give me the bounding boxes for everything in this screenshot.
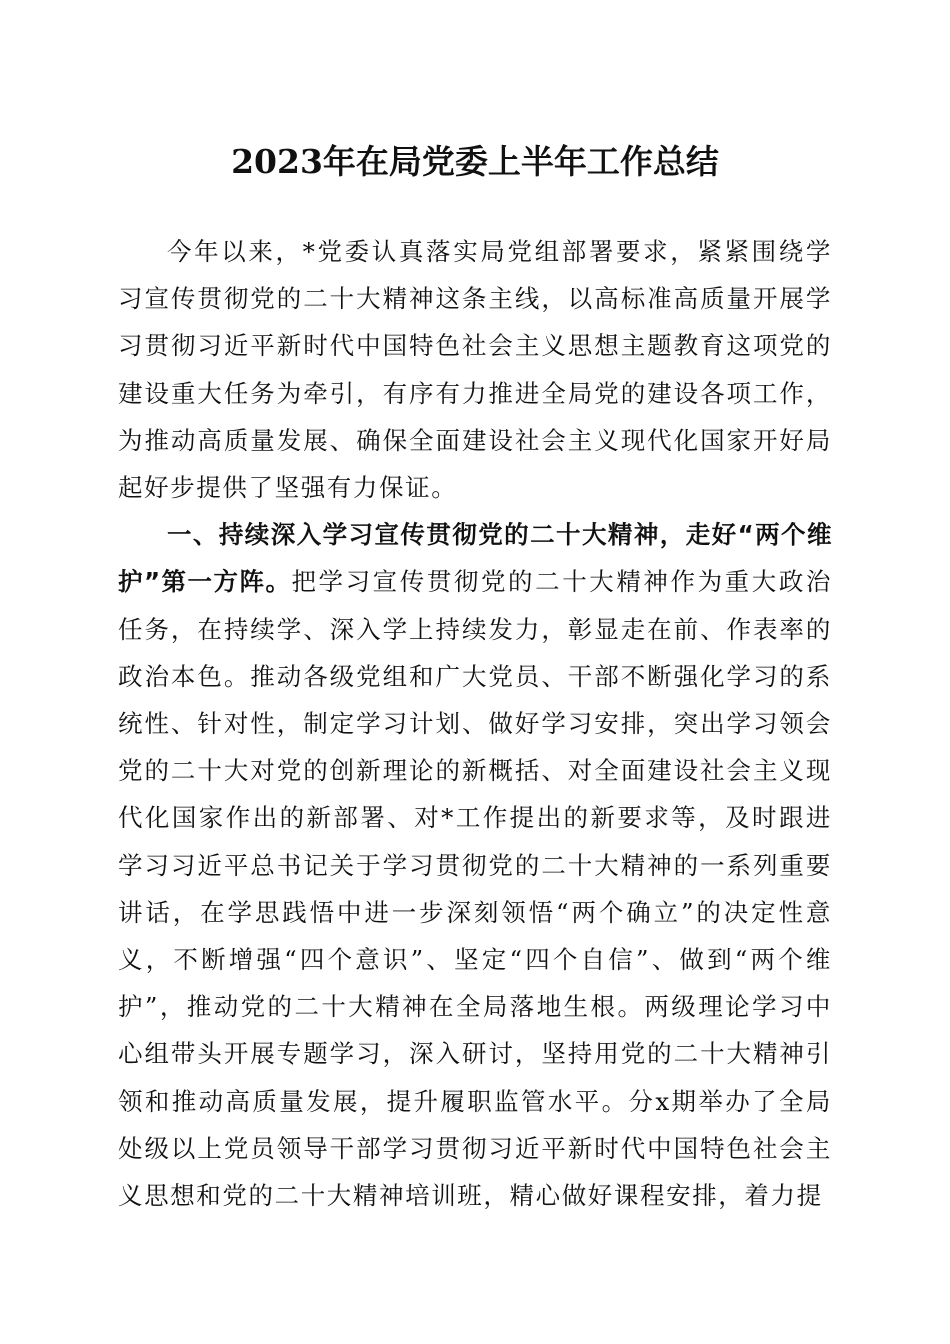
document-body (118, 228, 832, 1219)
section-1-paragraph (118, 511, 832, 1219)
intro-paragraph: 今年以来，*党委认真落实局党组部署要求，紧紧围绕学习宣传贯彻党的二十大精神这条主线，以高标准高质量开展学习贯彻习近平新时代中国特色社会主义思想主题教育这项党的建设重大任务为牵引，有序有力推进全局党的建设各项工作，为推动高质量发展、确保全面建设社会主义现代化国家开好局起好步提供了坚强有力保证。 (118, 237, 832, 503)
section-1-heading: 一、持续深入学习宣传贯彻党的二十大精神，走好“两个维护”第一方阵。 (118, 520, 832, 597)
section-1-body: 把学习宣传贯彻党的二十大精神作为重大政治任务，在持续学、深入学上持续发力，彰显走在前、作表率的政治本色。推动各级党组和广大党员、干部不断强化学习的系统性、针对性，制定学习计划、做好学习安排，突出学习领会党的二十大对党的创新理论的新概括、对全面建设社会主义现代化国家作出的新部署、对*工作提出的新要求等，及时跟进学习习近平总书记关于学习贯彻党的二十大精神的一系列重要讲话，在学思践悟中进一步深刻领悟“两个确立”的决定性意义，不断增强“四个意识”、坚定“四个自信”、做到“两个维护”，推动党的二十大精神在全局落地生根。两级理论学习中心组带头开展专题学习，深入研讨，坚持用党的二十大精神引领和推动高质量发展，提升履职监管水平。分x期举办了全局处级以上党员领导干部学习贯彻习近平新时代中国特色社会主义思想和党的二十大精神培训班，精心做好课程安排，着力提 (118, 567, 832, 1211)
document-title: 2023年在局党委上半年工作总结 (231, 142, 719, 181)
